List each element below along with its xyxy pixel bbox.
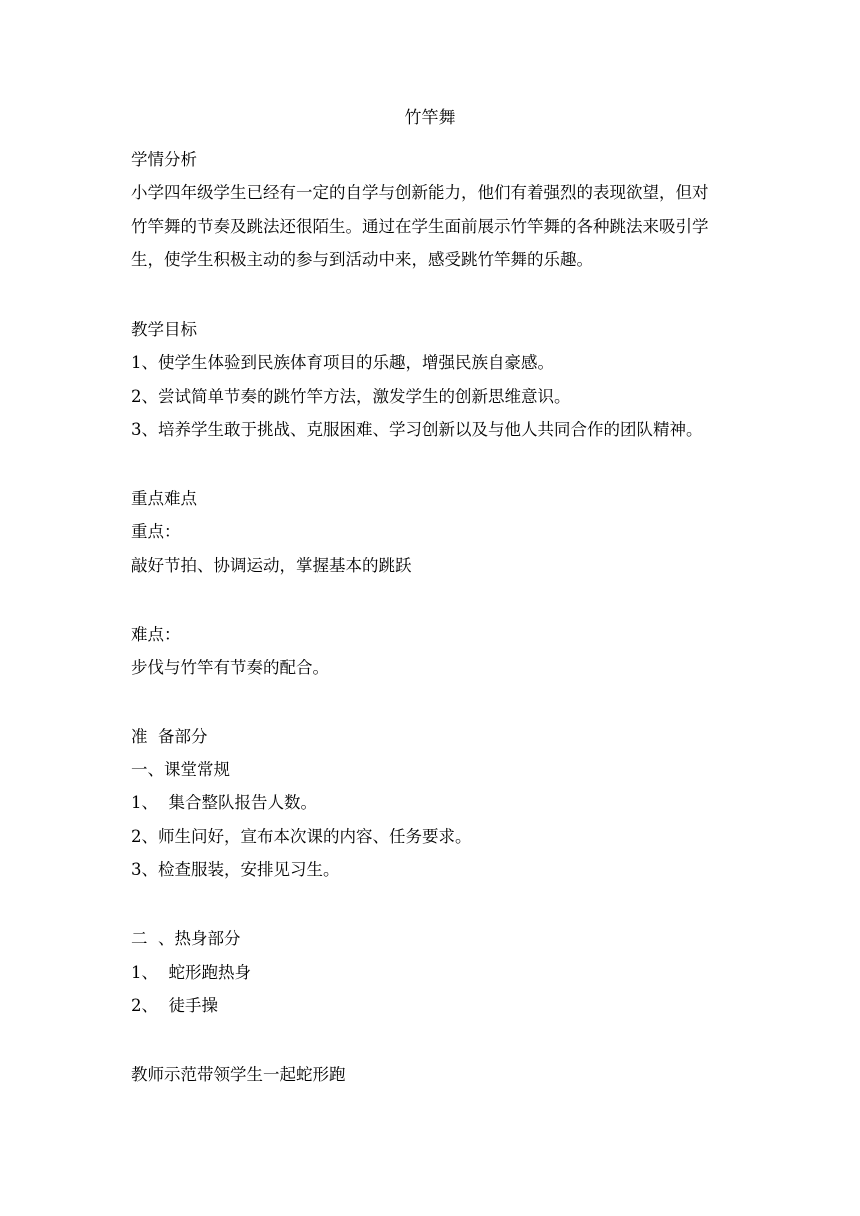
section-heading-goals: 教学目标 (131, 320, 197, 339)
section-heading-key-points: 重点难点 (131, 489, 197, 508)
paragraph-line: 生，使学生积极主动的参与到活动中来，感受跳竹竿舞的乐趣。 (131, 250, 593, 269)
key-point-label: 重点： (131, 522, 181, 541)
list-item: 3、培养学生敢于挑战、克服困难、学习创新以及与他人共同合作的团队精神。 (131, 420, 703, 439)
warmup-note: 教师示范带领学生一起蛇形跑 (131, 1065, 346, 1084)
list-item: 1、 集合整队报告人数。 (131, 793, 317, 812)
section-heading-situation: 学情分析 (131, 150, 197, 169)
paragraph-line: 小学四年级学生已经有一定的自学与创新能力，他们有着强烈的表现欲望，但对 (131, 183, 709, 202)
list-item: 3、检查服装，安排见习生。 (131, 860, 340, 879)
document-title: 竹竿舞 (404, 108, 456, 128)
list-item: 2、尝试简单节奏的跳竹竿方法，激发学生的创新思维意识。 (131, 387, 571, 406)
list-item: 1、 蛇形跑热身 (131, 963, 251, 982)
list-item: 2、师生问好，宣布本次课的内容、任务要求。 (131, 827, 472, 846)
section-heading-preparation: 准 备部分 (131, 727, 208, 746)
section-heading-warmup: 二 、热身部分 (131, 929, 241, 948)
list-item: 1、使学生体验到民族体育项目的乐趣，增强民族自豪感。 (131, 353, 554, 372)
difficult-point-text: 步伐与竹竿有节奏的配合。 (131, 658, 329, 677)
subsection-heading-routine: 一、课堂常规 (131, 760, 230, 779)
key-point-text: 敲好节拍、协调运动，掌握基本的跳跃 (131, 556, 412, 575)
paragraph-line: 竹竿舞的节奏及跳法还很陌生。通过在学生面前展示竹竿舞的各种跳法来吸引学 (131, 217, 709, 236)
list-item: 2、 徒手操 (131, 996, 218, 1015)
difficult-point-label: 难点： (131, 625, 181, 644)
